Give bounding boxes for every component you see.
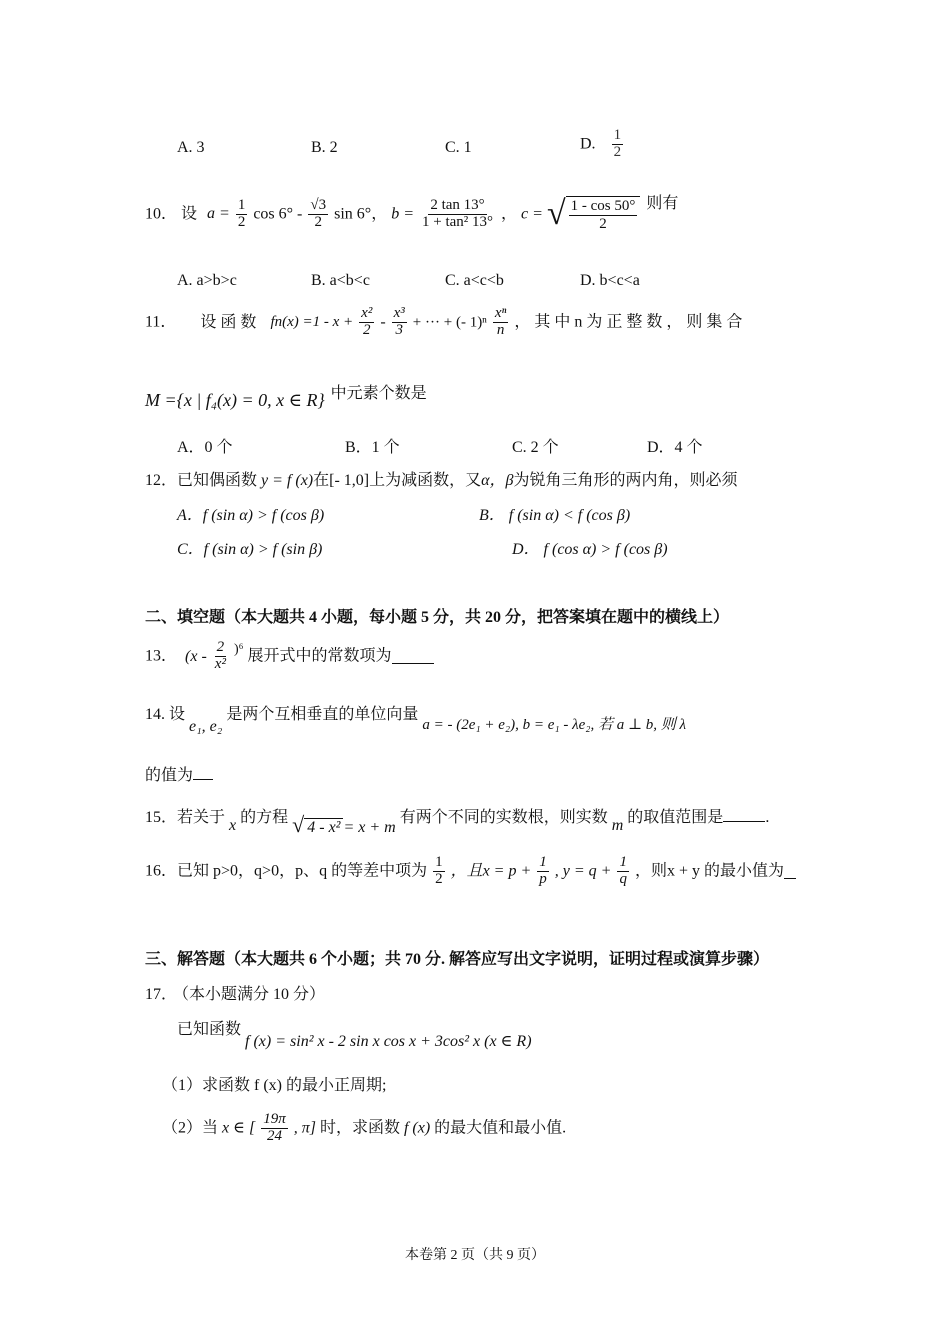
q17-part2-e: f (x) [403,1119,431,1137]
q11-stem [145,306,742,339]
fraction-denominator: 2 [314,213,322,230]
q13-text: 展开式中的常数项为 [247,647,392,665]
fraction-denominator: p [539,870,547,887]
sqrt-sign: √ [546,195,566,232]
q11-set-expr: M ={x | f₄(x) = 0, x ∈ R} [145,390,325,410]
section-3-heading: 三、解答题（本大题共 6 个小题；共 70 分. 解答应写出文字说明，证明过程或演算步骤） [145,951,770,968]
q17-part2-c: , π] [293,1119,316,1137]
answer-blank [193,765,213,780]
fraction-denominator: 2 [237,213,246,230]
q10-c-sqrt [547,196,640,232]
q14-stem [145,705,687,735]
q15-sqrt [292,812,396,837]
q10-option-a: A. a>b>c [177,272,237,289]
answer-blank [784,864,796,879]
q12-text-c: 上为减函数，又 [369,472,482,489]
q11-tail: ， 其 中 n 为 正 整 数 ， 则 集 合 [514,313,743,331]
q17-part2-a: （2）当 [162,1119,219,1137]
fraction-numerator: xⁿ [494,305,507,321]
q12-text-a: 已知偶函数 [177,472,258,489]
question-number: 16． [145,862,178,880]
q16-text-d: ，则x + y 的最小值为 [634,862,785,880]
q11-option-b: B．1 个 [345,439,400,456]
q10-b-frac [420,198,495,231]
q12-greek: α，β [481,472,514,489]
sqrt-sign: √ [292,812,305,837]
q10-a-cos: cos 6° - [253,205,303,223]
q10-stem [145,196,678,232]
fraction-numerator: 2 tan 13° [430,196,485,213]
q12-option-d: D． f (cos α) > f (cos β) [512,541,668,558]
q12-interval: 在[- 1,0] [313,472,370,489]
q10-a-frac2 [308,198,328,231]
q17-frac [261,1112,288,1145]
question-number: 12． [145,472,178,489]
q15-var-x: x [229,817,237,834]
q11-mid: + ··· + (- 1)ⁿ [412,314,487,331]
q17-given [177,1020,532,1050]
q12-option-b: B． f (sin α) < f (cos β) [479,507,631,524]
q13-stem [145,640,434,673]
q11-set-line [145,382,427,410]
q11-prefix: 设 函 数 [200,313,257,331]
answer-blank [392,649,434,664]
q12-stem [145,471,738,490]
q13-frac [213,640,228,673]
fraction-numerator: 1 [619,854,627,870]
q10-suffix: 则有 [646,195,679,213]
q10-c-eq: c = [521,205,543,223]
q9-option-d-label: D. [580,135,596,153]
q14-line2-text: 的值为 [145,767,194,784]
q10-a-eq: a = [207,205,230,223]
fraction-denominator: 24 [266,1127,282,1144]
q9-option-d-fraction [612,128,624,161]
q10-a-frac [236,198,248,231]
fraction-denominator: 2 [362,321,371,338]
q9-option-b: B. 2 [311,139,338,156]
q13-lead: (x - [185,647,207,665]
q17-part2 [162,1112,566,1145]
q11-minus: - [380,313,386,331]
q17-part2-b: x ∈ [ [222,1119,256,1137]
q10-option-d: D. b<c<a [580,272,640,289]
q10-option-c: C. a<c<b [445,272,504,289]
fraction-denominator: 3 [395,321,403,338]
q17-formula: f (x) = sin² x - 2 sin x cos x + 3cos² x (x ∈ R) [245,1033,532,1050]
fraction-denominator: 2 [599,215,607,232]
question-number: 10． [145,205,178,223]
q11-term-n [493,306,508,339]
q15-var-m: m [611,817,624,834]
q12-option-a: A．f (sin α) > f (cos β) [177,507,325,524]
fraction-denominator: 2 [613,143,622,160]
q11-term3 [392,306,407,339]
q10-sep: ， [501,205,518,223]
q16-text-b: ，且x = p + [450,862,532,880]
q9-option-d [580,128,625,161]
fraction-numerator: √3 [310,196,327,213]
q11-formula-lead: fn(x) =1 - x + [270,314,354,331]
q17-part1: （1）求函数 f (x) 的最小正周期; [162,1077,387,1094]
fraction-numerator: x³ [393,305,405,321]
page-footer: 本卷第 2 页（共 9 页） [405,1248,545,1263]
q14-line2 [145,765,213,785]
q11-term2 [359,306,374,339]
q16-text-c: , y = q + [554,862,612,880]
fraction-denominator: 1 + tan² 13° [422,213,494,230]
fraction-denominator: 2 [435,870,443,887]
section-2-heading: 二、填空题（本大题共 4 小题，每小题 5 分，共 20 分，把答案填在题中的横线上） [145,609,730,626]
q11-set-tail: 中元素个数是 [330,385,427,402]
q16-q-frac [617,855,629,888]
q17-score: （本小题满分 10 分） [181,986,326,1003]
q15-eq: = x + m [343,819,396,836]
q15-text-d: 的取值范围是 [627,809,724,826]
q14-vectors: e₁, e₂ [189,718,223,735]
q17-part2-f: 的最大值和最小值. [434,1119,567,1137]
q16-text-a: 已知 p>0，q>0，p、q 的等差中项为 [177,862,428,880]
fraction-numerator: 1 [435,854,443,870]
q16-stem [145,855,796,888]
question-number: 11． [145,313,177,331]
q11-option-a: A．0 个 [177,439,233,456]
fraction-denominator: n [496,321,505,338]
q14-text: 是两个互相垂直的单位向量 [226,706,419,723]
q15-text-a: 若关于 [177,809,226,826]
q9-option-a: A. 3 [177,139,205,156]
fraction-numerator: 1 [613,127,622,143]
q15-text-c: 有两个不同的实数根，则实数 [399,809,608,826]
q15-tail: . [765,809,770,826]
q10-a-sin: sin 6°， [334,205,388,223]
q9-option-c: C. 1 [445,139,472,156]
q12-formula: y = f (x) [261,472,314,489]
q10-b-eq: b = [391,205,414,223]
question-number: 17． [145,986,178,1003]
q15-stem [145,802,770,837]
sqrt-body: 4 - x² [304,818,343,836]
fraction-denominator: x² [214,655,226,672]
fraction-numerator: 2 [216,639,225,655]
question-number: 13． [145,647,178,665]
q17-part2-d: 时，求函数 [319,1119,400,1137]
sqrt-body [566,196,641,232]
q15-text-b: 的方程 [240,809,289,826]
q16-p-frac [537,855,549,888]
q10-option-b: B. a<b<c [311,272,370,289]
q13-exponent: )⁶ [233,641,244,657]
q14-formula: a = - (2e₁ + e₂), b = e₁ - λe₂, 若 a ⊥ b, 则 λ [422,717,687,733]
q17-given-text: 已知函数 [177,1021,242,1038]
q17-header [145,985,325,1004]
question-number: 15． [145,809,178,826]
fraction-numerator: x² [361,305,373,321]
question-number: 14. [145,706,169,723]
fraction-numerator: 1 [237,196,246,213]
q12-text-d: 为锐角三角形的两内角，则必须 [513,472,738,489]
q11-option-c: C. 2 个 [512,439,559,456]
fraction-numerator: 1 [539,854,547,870]
q14-prefix: 设 [169,706,186,723]
answer-blank [723,807,765,822]
q11-option-d: D．4 个 [647,439,703,456]
fraction-numerator: 1 - cos 50° [570,198,636,214]
q12-option-c: C．f (sin α) > f (sin β) [177,541,323,558]
q10-prefix: 设 [181,205,198,223]
q16-half [433,855,445,888]
fraction-denominator: q [619,870,627,887]
fraction-numerator: 19π [263,1111,286,1127]
